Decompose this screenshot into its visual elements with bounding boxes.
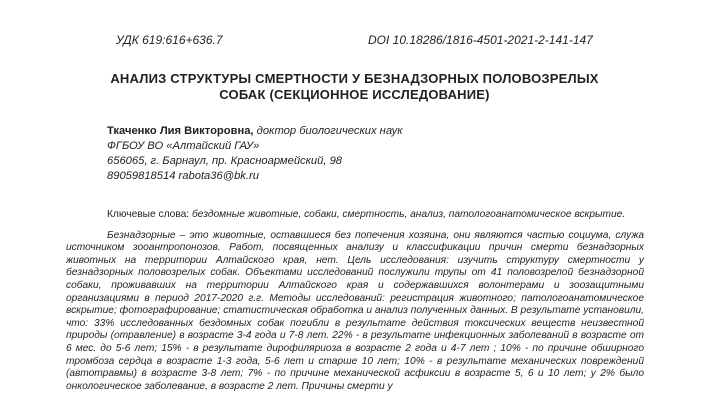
- keywords-text: бездомные животные, собаки, смертность, анализ, патологоанатомическое вскрытие.: [189, 209, 626, 220]
- author-degree: доктор биологических наук: [253, 125, 403, 137]
- author-organization: ФГБОУ ВО «Алтайский ГАУ»: [107, 140, 260, 152]
- keywords-label: Ключевые слова:: [107, 209, 190, 220]
- author-block: [107, 124, 403, 184]
- abstract-section: [66, 209, 644, 400]
- author-name: Ткаченко Лия Викторовна,: [107, 125, 254, 137]
- article-title-line-2: СОБАК (СЕКЦИОННОЕ ИССЛЕДОВАНИЕ): [219, 87, 490, 102]
- doi-identifier: DOI 10.18286/1816-4501-2021-2-141-147: [368, 33, 593, 47]
- article-title-line-1: АНАЛИЗ СТРУКТУРЫ СМЕРТНОСТИ У БЕЗНАДЗОРНЫХ ПОЛОВОЗРЕЛЫХ: [110, 71, 599, 86]
- abstract-text: Безнадзорные – это животные, оставшиеся без попечения хозяина, они являются частью социума, служа источником зооантропонозов. Работ, посвященных анализу и классификации причин смерти безнадзорных животных на территории Алтайского края, нет. Цель исследования: изучить структуру смертности у безнадзорных половозрелых собак. Объектами исследований послужили трупы от 41 половозрелой безнадзорной собаки, проживавших на территории Алтайского края и содержавшихся волонтерами и зоозащитными организациями в период 2017-2020 г.г. Методы исследований: регистрация животного; патологоанатомическое вскрытие; фотографирование; статистическая обработка и анализ полученных данных. В результате установили, что: 33% исследованных бездомных собак погибли в результате действия токсических веществ неизвестной природы (отравление) в возрасте 3-4 года и 7-8 лет. 22% - в результате инфекционных заболеваний в возрасте от 6 мес. до 5-6 лет; 15% - в результате дирофиляриоза в возрасте 2 года и 4-7 лет ; 10% - по причине обширного тромбоза сердца в возрасте 1-3 года, 5-6 лет и старше 10 лет; 10% - в результате механических повреждений (автотравмы) в возрасте 3-8 лет; 7% - по причине механической асфиксии в возрасте 5, 6 и 10 лет; у 2% было онкологическое заболевание, в возрасте 2 лет. Причины смерти у: [66, 229, 644, 392]
- author-address: 656065, г. Барнаул, пр. Красноармейский, 98: [107, 155, 343, 167]
- author-name-line: [107, 124, 403, 139]
- keywords-paragraph: [66, 209, 644, 222]
- udk-code: УДК 619:616+636.7: [116, 33, 223, 47]
- author-contacts: 89059818514 rabota36@bk.ru: [107, 170, 259, 182]
- article-title: [40, 71, 669, 103]
